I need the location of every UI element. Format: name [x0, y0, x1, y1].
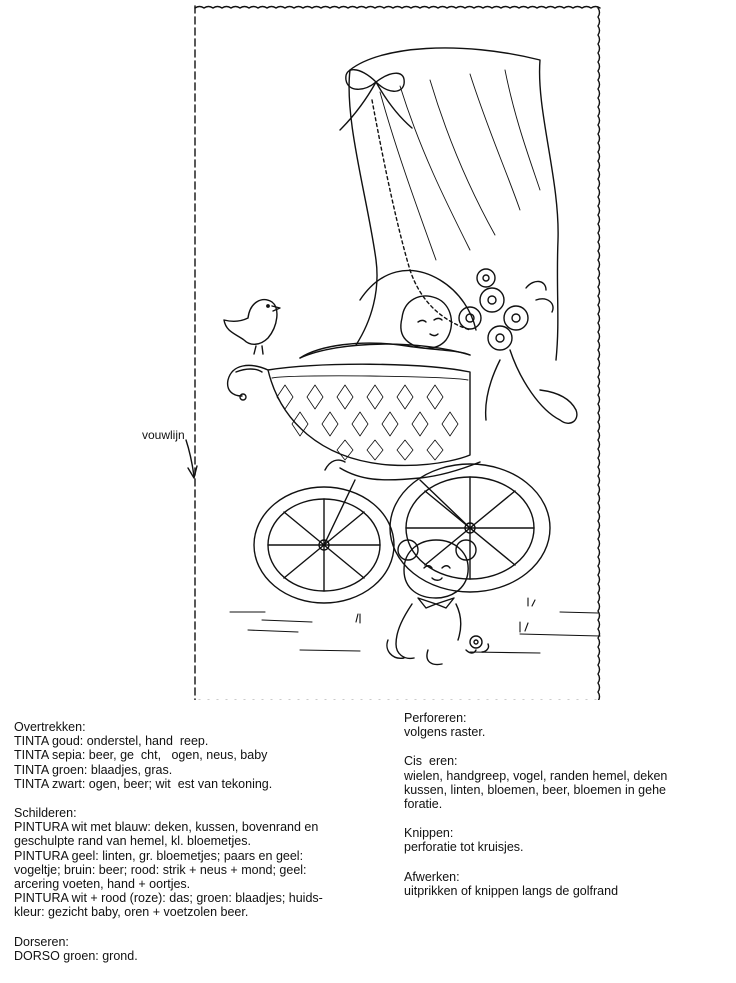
pram-basket	[268, 344, 470, 465]
instruction-line: PINTURA wit met blauw: deken, kussen, bovenrand en	[14, 820, 319, 835]
bird	[224, 300, 280, 354]
instruction-line: kleur: gezicht baby, oren + voetzolen beer.	[14, 905, 249, 920]
instruction-line: PINTURA wit + rood (roze): das; groen: blaadjes; huids-	[14, 891, 323, 906]
instruction-line: PINTURA geel: linten, gr. bloemetjes; paars en geel:	[14, 848, 304, 863]
instructions-right-column	[404, 711, 734, 898]
instruction-line: kussen, linten, bloemen, beer, bloemen in gehe	[404, 782, 666, 797]
instruction-line: wielen, handgreep, vogel, randen hemel, deken	[404, 768, 668, 783]
section-knippen	[404, 826, 734, 854]
section-ciseleren	[404, 754, 734, 811]
section-schilderen	[14, 806, 394, 920]
section-perforeren	[404, 711, 734, 739]
instruction-line: volgens raster.	[404, 725, 486, 740]
section-afwerken	[404, 870, 734, 898]
instruction-line: geschulpte rand van hemel, kl. bloemetjes.	[14, 834, 251, 849]
ground	[230, 598, 600, 653]
instruction-line: TINTA groen: blaadjes, gras.	[14, 762, 173, 777]
flower-bouquet	[459, 269, 577, 423]
instruction-line: foratie.	[404, 797, 443, 812]
section-dorseren	[14, 935, 394, 963]
section-heading: Overtrekken:	[14, 720, 86, 734]
instruction-line: TINTA sepia: beer, ge cht, ogen, neus, baby	[14, 748, 268, 763]
card-outline	[195, 6, 600, 700]
section-heading: Perforeren:	[404, 711, 467, 725]
instruction-line: vogeltje; bruin: beer; rood: strik + neus + mond; geel:	[14, 862, 307, 877]
fold-line-label: vouwlijn	[142, 428, 185, 442]
section-heading: Knippen:	[404, 826, 454, 841]
section-overtrekken	[14, 720, 394, 791]
instruction-line: TINTA zwart: ogen, beer; wit est van tekoning.	[14, 776, 273, 791]
section-heading: Schilderen:	[14, 806, 77, 821]
instruction-line: arcering voeten, hand + oortjes.	[14, 877, 191, 892]
instructions-left-column	[14, 720, 394, 963]
pram-handle	[228, 365, 268, 396]
instruction-line: TINTA goud: onderstel, hand reep.	[14, 734, 209, 749]
wavy-edge-right	[598, 8, 600, 700]
small-flower	[466, 636, 489, 653]
section-heading: Afwerken:	[404, 869, 460, 884]
instruction-line: DORSO groen: grond.	[14, 948, 138, 963]
wavy-edge-top	[195, 7, 600, 9]
handle-knob	[240, 394, 246, 400]
section-heading: Cis eren:	[404, 754, 458, 769]
section-heading: Dorseren:	[14, 934, 69, 949]
instruction-line: perforatie tot kruisjes.	[404, 840, 524, 855]
instruction-line: uitprikken of knippen langs de golfrand	[404, 883, 619, 898]
